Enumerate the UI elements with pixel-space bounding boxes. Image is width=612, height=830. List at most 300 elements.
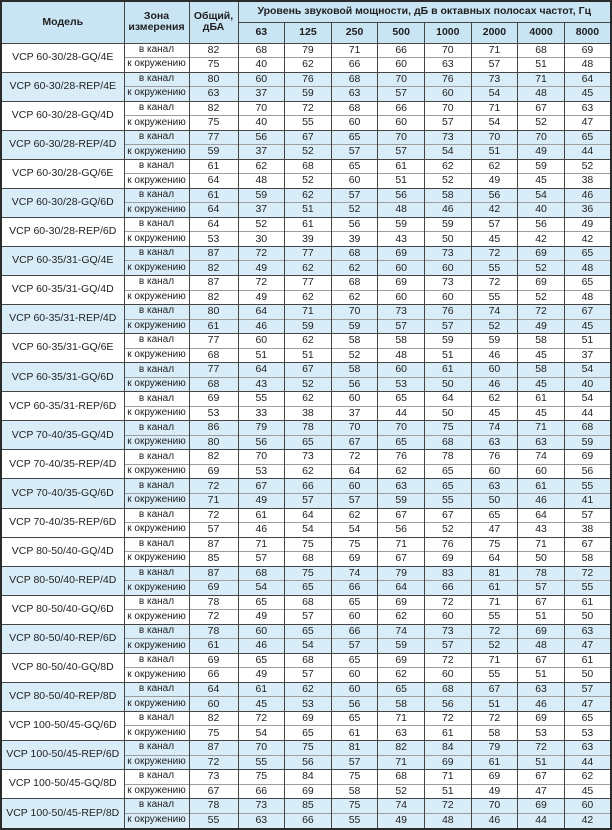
- total-dba-cell: 75: [189, 116, 238, 131]
- level-cell: 58: [378, 334, 425, 349]
- total-dba-cell: 61: [189, 188, 238, 203]
- level-cell: 43: [238, 377, 285, 392]
- level-cell: 56: [331, 697, 378, 712]
- level-cell: 55: [471, 290, 518, 305]
- level-cell: 65: [285, 435, 332, 450]
- level-cell: 59: [285, 319, 332, 334]
- level-cell: 68: [285, 653, 332, 668]
- level-cell: 62: [285, 58, 332, 73]
- level-cell: 83: [425, 566, 472, 581]
- level-cell: 54: [564, 363, 611, 378]
- level-cell: 63: [564, 741, 611, 756]
- level-cell: 72: [285, 101, 332, 116]
- level-cell: 72: [471, 246, 518, 261]
- level-cell: 50: [425, 377, 472, 392]
- total-dba-cell: 78: [189, 624, 238, 639]
- level-cell: 59: [331, 319, 378, 334]
- level-cell: 49: [518, 145, 565, 160]
- level-cell: 53: [238, 464, 285, 479]
- level-cell: 56: [564, 464, 611, 479]
- level-cell: 78: [285, 421, 332, 436]
- level-cell: 49: [238, 290, 285, 305]
- model-name-cell: VCP 60-35/31-GQ/4D: [1, 276, 124, 305]
- model-name-cell: VCP 80-50/40-REP/8D: [1, 682, 124, 711]
- level-cell: 40: [564, 377, 611, 392]
- zone-cell: к окружению: [124, 523, 189, 538]
- level-cell: 74: [471, 305, 518, 320]
- level-cell: 84: [425, 741, 472, 756]
- level-cell: 70: [518, 130, 565, 145]
- level-cell: 45: [518, 406, 565, 421]
- table-row: [1, 682, 611, 697]
- level-cell: 40: [238, 58, 285, 73]
- level-cell: 47: [518, 784, 565, 799]
- total-dba-cell: 68: [189, 377, 238, 392]
- model-name-cell: VCP 100-50/45-REP/6D: [1, 741, 124, 770]
- zone-cell: к окружению: [124, 58, 189, 73]
- level-cell: 71: [331, 43, 378, 58]
- total-dba-cell: 64: [189, 682, 238, 697]
- level-cell: 57: [331, 755, 378, 770]
- total-dba-cell: 57: [189, 523, 238, 538]
- level-cell: 46: [238, 523, 285, 538]
- level-cell: 69: [378, 246, 425, 261]
- level-cell: 67: [378, 552, 425, 567]
- table-row: [1, 537, 611, 552]
- zone-cell: в канал: [124, 653, 189, 668]
- level-cell: 61: [425, 726, 472, 741]
- level-cell: 61: [238, 682, 285, 697]
- level-cell: 65: [331, 653, 378, 668]
- zone-cell: к окружению: [124, 610, 189, 625]
- level-cell: 78: [518, 566, 565, 581]
- level-cell: 55: [471, 261, 518, 276]
- level-cell: 46: [471, 348, 518, 363]
- level-cell: 62: [471, 159, 518, 174]
- total-dba-cell: 55: [189, 813, 238, 829]
- level-cell: 61: [378, 159, 425, 174]
- level-cell: 81: [331, 741, 378, 756]
- level-cell: 60: [238, 624, 285, 639]
- level-cell: 61: [518, 479, 565, 494]
- level-cell: 73: [425, 276, 472, 291]
- level-cell: 76: [378, 450, 425, 465]
- level-cell: 77: [285, 246, 332, 261]
- level-cell: 54: [471, 87, 518, 102]
- level-cell: 84: [285, 770, 332, 785]
- level-cell: 48: [378, 348, 425, 363]
- level-cell: 63: [518, 435, 565, 450]
- level-cell: 67: [285, 130, 332, 145]
- level-cell: 71: [518, 537, 565, 552]
- level-cell: 68: [518, 43, 565, 58]
- level-cell: 67: [518, 101, 565, 116]
- level-cell: 73: [425, 130, 472, 145]
- level-cell: 62: [378, 668, 425, 683]
- total-dba-cell: 53: [189, 406, 238, 421]
- level-cell: 70: [471, 799, 518, 814]
- level-cell: 51: [518, 610, 565, 625]
- level-cell: 44: [564, 145, 611, 160]
- zone-cell: к окружению: [124, 348, 189, 363]
- table-row: [1, 595, 611, 610]
- model-name-cell: VCP 60-30/28-GQ/6D: [1, 188, 124, 217]
- level-cell: 57: [425, 116, 472, 131]
- level-cell: 65: [564, 246, 611, 261]
- table-row: [1, 741, 611, 756]
- level-cell: 62: [238, 159, 285, 174]
- level-cell: 71: [285, 305, 332, 320]
- level-cell: 62: [331, 508, 378, 523]
- model-name-cell: VCP 70-40/35-GQ/6D: [1, 479, 124, 508]
- level-cell: 85: [285, 799, 332, 814]
- total-dba-cell: 87: [189, 246, 238, 261]
- level-cell: 42: [518, 232, 565, 247]
- level-cell: 57: [285, 610, 332, 625]
- total-dba-cell: 75: [189, 726, 238, 741]
- total-dba-cell: 71: [189, 493, 238, 508]
- level-cell: 43: [378, 232, 425, 247]
- level-cell: 69: [425, 552, 472, 567]
- model-name-cell: VCP 60-35/31-REP/4D: [1, 305, 124, 334]
- level-cell: 74: [518, 450, 565, 465]
- level-cell: 65: [331, 711, 378, 726]
- level-cell: 64: [564, 72, 611, 87]
- zone-cell: к окружению: [124, 813, 189, 829]
- level-cell: 71: [425, 770, 472, 785]
- zone-cell: к окружению: [124, 145, 189, 160]
- total-dba-cell: 59: [189, 145, 238, 160]
- total-dba-cell: 72: [189, 755, 238, 770]
- level-cell: 57: [331, 493, 378, 508]
- table-row: [1, 711, 611, 726]
- level-cell: 75: [285, 537, 332, 552]
- level-cell: 71: [471, 595, 518, 610]
- level-cell: 69: [518, 624, 565, 639]
- col-header-octave-bands: Уровень звуковой мощности, дБ в октавных полосах частот, Гц: [238, 1, 611, 22]
- total-dba-cell: 82: [189, 101, 238, 116]
- level-cell: 60: [331, 682, 378, 697]
- level-cell: 68: [564, 421, 611, 436]
- table-row: [1, 479, 611, 494]
- level-cell: 50: [471, 493, 518, 508]
- level-cell: 57: [331, 639, 378, 654]
- level-cell: 66: [285, 479, 332, 494]
- level-cell: 61: [518, 392, 565, 407]
- level-cell: 62: [378, 610, 425, 625]
- level-cell: 48: [378, 203, 425, 218]
- zone-cell: к окружению: [124, 116, 189, 131]
- level-cell: 60: [238, 72, 285, 87]
- zone-cell: к окружению: [124, 726, 189, 741]
- level-cell: 42: [471, 203, 518, 218]
- level-cell: 59: [378, 639, 425, 654]
- level-cell: 46: [471, 813, 518, 829]
- total-dba-cell: 80: [189, 72, 238, 87]
- level-cell: 53: [564, 726, 611, 741]
- zone-cell: к окружению: [124, 784, 189, 799]
- level-cell: 47: [471, 523, 518, 538]
- level-cell: 52: [238, 217, 285, 232]
- level-cell: 79: [285, 43, 332, 58]
- level-cell: 60: [471, 363, 518, 378]
- level-cell: 36: [564, 203, 611, 218]
- level-cell: 65: [564, 130, 611, 145]
- level-cell: 70: [331, 421, 378, 436]
- level-cell: 65: [378, 392, 425, 407]
- level-cell: 64: [285, 508, 332, 523]
- model-name-cell: VCP 100-50/45-GQ/8D: [1, 770, 124, 799]
- level-cell: 53: [518, 726, 565, 741]
- level-cell: 79: [238, 421, 285, 436]
- table-row: [1, 392, 611, 407]
- total-dba-cell: 73: [189, 770, 238, 785]
- level-cell: 57: [378, 145, 425, 160]
- level-cell: 59: [378, 217, 425, 232]
- zone-cell: к окружению: [124, 697, 189, 712]
- level-cell: 59: [285, 87, 332, 102]
- level-cell: 49: [238, 610, 285, 625]
- level-cell: 47: [564, 639, 611, 654]
- level-cell: 52: [564, 159, 611, 174]
- level-cell: 67: [564, 305, 611, 320]
- zone-cell: в канал: [124, 799, 189, 814]
- total-dba-cell: 87: [189, 537, 238, 552]
- level-cell: 64: [425, 392, 472, 407]
- level-cell: 57: [285, 668, 332, 683]
- level-cell: 58: [425, 188, 472, 203]
- level-cell: 59: [564, 435, 611, 450]
- level-cell: 65: [238, 595, 285, 610]
- level-cell: 56: [518, 217, 565, 232]
- level-cell: 52: [471, 319, 518, 334]
- level-cell: 50: [564, 610, 611, 625]
- level-cell: 70: [425, 101, 472, 116]
- model-name-cell: VCP 60-35/31-REP/6D: [1, 392, 124, 421]
- total-dba-cell: 69: [189, 653, 238, 668]
- col-header-freq-4000: 4000: [518, 22, 565, 43]
- level-cell: 45: [564, 87, 611, 102]
- level-cell: 73: [378, 305, 425, 320]
- level-cell: 68: [238, 43, 285, 58]
- level-cell: 56: [285, 755, 332, 770]
- level-cell: 49: [238, 261, 285, 276]
- level-cell: 70: [378, 421, 425, 436]
- level-cell: 55: [471, 610, 518, 625]
- level-cell: 63: [564, 101, 611, 116]
- level-cell: 53: [378, 377, 425, 392]
- total-dba-cell: 82: [189, 261, 238, 276]
- level-cell: 55: [471, 668, 518, 683]
- level-cell: 66: [378, 101, 425, 116]
- level-cell: 67: [518, 653, 565, 668]
- table-row: [1, 799, 611, 814]
- level-cell: 76: [285, 72, 332, 87]
- total-dba-cell: 82: [189, 290, 238, 305]
- model-name-cell: VCP 100-50/45-REP/8D: [1, 799, 124, 829]
- level-cell: 43: [518, 523, 565, 538]
- level-cell: 67: [471, 682, 518, 697]
- level-cell: 79: [378, 566, 425, 581]
- level-cell: 65: [331, 159, 378, 174]
- level-cell: 54: [285, 523, 332, 538]
- level-cell: 77: [285, 276, 332, 291]
- level-cell: 50: [425, 232, 472, 247]
- level-cell: 62: [378, 464, 425, 479]
- level-cell: 69: [378, 595, 425, 610]
- zone-cell: к окружению: [124, 464, 189, 479]
- level-cell: 68: [285, 159, 332, 174]
- level-cell: 64: [238, 305, 285, 320]
- level-cell: 49: [471, 784, 518, 799]
- level-cell: 60: [331, 668, 378, 683]
- level-cell: 39: [331, 232, 378, 247]
- total-dba-cell: 53: [189, 232, 238, 247]
- level-cell: 46: [238, 639, 285, 654]
- level-cell: 65: [285, 726, 332, 741]
- level-cell: 59: [425, 217, 472, 232]
- model-name-cell: VCP 70-40/35-REP/6D: [1, 508, 124, 537]
- table-body: [1, 43, 611, 829]
- table-row: [1, 159, 611, 174]
- level-cell: 39: [285, 232, 332, 247]
- level-cell: 65: [238, 653, 285, 668]
- zone-cell: в канал: [124, 770, 189, 785]
- level-cell: 45: [564, 784, 611, 799]
- model-name-cell: VCP 80-50/40-REP/6D: [1, 624, 124, 653]
- level-cell: 38: [285, 406, 332, 421]
- zone-cell: к окружению: [124, 406, 189, 421]
- level-cell: 65: [425, 464, 472, 479]
- zone-cell: в канал: [124, 188, 189, 203]
- table-row: [1, 334, 611, 349]
- level-cell: 47: [564, 116, 611, 131]
- model-name-cell: VCP 60-30/28-GQ/6E: [1, 159, 124, 188]
- level-cell: 71: [378, 711, 425, 726]
- level-cell: 44: [518, 813, 565, 829]
- level-cell: 52: [285, 174, 332, 189]
- level-cell: 70: [378, 130, 425, 145]
- level-cell: 57: [285, 493, 332, 508]
- model-name-cell: VCP 60-35/31-GQ/6E: [1, 334, 124, 363]
- level-cell: 62: [285, 188, 332, 203]
- level-cell: 60: [425, 610, 472, 625]
- level-cell: 65: [378, 435, 425, 450]
- level-cell: 71: [518, 421, 565, 436]
- zone-cell: к окружению: [124, 174, 189, 189]
- level-cell: 58: [331, 334, 378, 349]
- level-cell: 72: [471, 276, 518, 291]
- zone-cell: в канал: [124, 682, 189, 697]
- level-cell: 71: [378, 755, 425, 770]
- level-cell: 63: [471, 479, 518, 494]
- level-cell: 45: [518, 174, 565, 189]
- level-cell: 52: [518, 116, 565, 131]
- level-cell: 55: [238, 755, 285, 770]
- zone-cell: в канал: [124, 159, 189, 174]
- zone-cell: в канал: [124, 566, 189, 581]
- total-dba-cell: 78: [189, 595, 238, 610]
- level-cell: 51: [378, 174, 425, 189]
- level-cell: 72: [238, 276, 285, 291]
- table-row: [1, 276, 611, 291]
- level-cell: 62: [285, 464, 332, 479]
- total-dba-cell: 69: [189, 464, 238, 479]
- total-dba-cell: 72: [189, 479, 238, 494]
- table-row: [1, 246, 611, 261]
- level-cell: 60: [331, 174, 378, 189]
- zone-cell: в канал: [124, 101, 189, 116]
- level-cell: 45: [471, 406, 518, 421]
- table-row: [1, 508, 611, 523]
- col-header-model: Модель: [1, 1, 124, 43]
- total-dba-cell: 87: [189, 276, 238, 291]
- table-row: [1, 450, 611, 465]
- level-cell: 52: [331, 348, 378, 363]
- level-cell: 63: [331, 87, 378, 102]
- model-name-cell: VCP 60-35/31-GQ/4E: [1, 246, 124, 275]
- level-cell: 72: [425, 595, 472, 610]
- level-cell: 69: [425, 755, 472, 770]
- zone-cell: в канал: [124, 334, 189, 349]
- total-dba-cell: 80: [189, 435, 238, 450]
- zone-cell: в канал: [124, 363, 189, 378]
- level-cell: 63: [238, 813, 285, 829]
- level-cell: 57: [331, 188, 378, 203]
- level-cell: 55: [285, 116, 332, 131]
- level-cell: 50: [518, 552, 565, 567]
- level-cell: 52: [425, 174, 472, 189]
- level-cell: 48: [425, 813, 472, 829]
- zone-cell: в канал: [124, 537, 189, 552]
- total-dba-cell: 85: [189, 552, 238, 567]
- level-cell: 76: [425, 72, 472, 87]
- level-cell: 72: [425, 799, 472, 814]
- zone-cell: в канал: [124, 479, 189, 494]
- level-cell: 70: [378, 72, 425, 87]
- level-cell: 68: [285, 595, 332, 610]
- level-cell: 70: [425, 43, 472, 58]
- level-cell: 47: [564, 697, 611, 712]
- level-cell: 33: [238, 406, 285, 421]
- level-cell: 60: [331, 479, 378, 494]
- level-cell: 55: [425, 493, 472, 508]
- level-cell: 44: [378, 406, 425, 421]
- level-cell: 42: [564, 232, 611, 247]
- level-cell: 70: [238, 450, 285, 465]
- level-cell: 51: [238, 348, 285, 363]
- table-row: [1, 421, 611, 436]
- level-cell: 67: [378, 508, 425, 523]
- level-cell: 60: [425, 87, 472, 102]
- zone-cell: к окружению: [124, 493, 189, 508]
- level-cell: 66: [425, 581, 472, 596]
- table-row: [1, 624, 611, 639]
- level-cell: 65: [331, 130, 378, 145]
- level-cell: 46: [238, 319, 285, 334]
- level-cell: 37: [238, 203, 285, 218]
- level-cell: 66: [238, 784, 285, 799]
- level-cell: 49: [518, 319, 565, 334]
- level-cell: 61: [564, 595, 611, 610]
- level-cell: 60: [378, 116, 425, 131]
- table-row: [1, 305, 611, 320]
- level-cell: 62: [285, 392, 332, 407]
- level-cell: 68: [331, 246, 378, 261]
- level-cell: 53: [285, 697, 332, 712]
- level-cell: 71: [471, 101, 518, 116]
- level-cell: 63: [378, 479, 425, 494]
